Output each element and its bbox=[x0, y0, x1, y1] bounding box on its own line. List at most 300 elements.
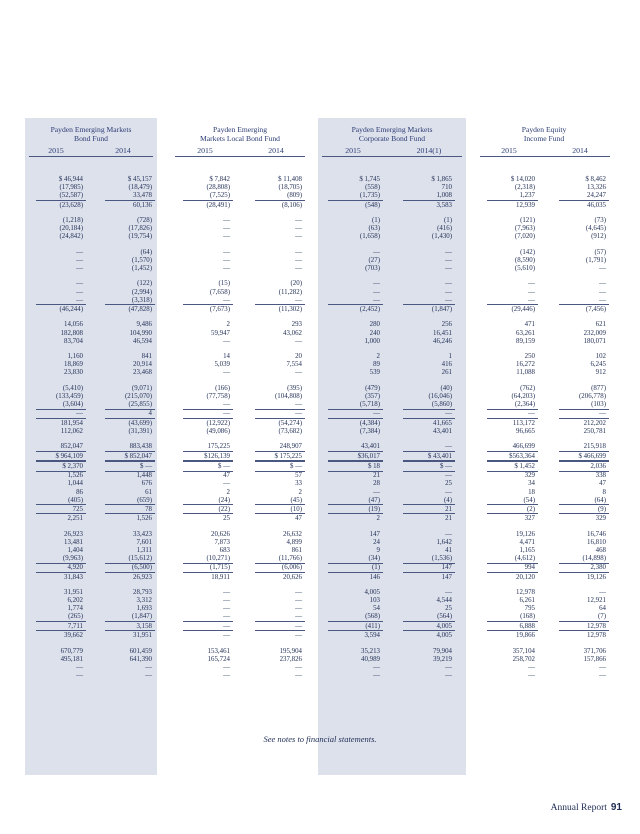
table-cell: 338 bbox=[595, 472, 606, 480]
table-cell: (18,705) bbox=[278, 184, 302, 192]
table-cell: 1,008 bbox=[436, 192, 452, 200]
table-cell: 8 bbox=[602, 488, 606, 496]
table-cell: $ 1,745 bbox=[359, 176, 380, 183]
table-cell: (20,184) bbox=[59, 225, 83, 233]
table-cell: 14 bbox=[223, 353, 230, 361]
table-cell: — bbox=[528, 663, 535, 671]
total-double-rule bbox=[183, 460, 233, 462]
table-cell: 6,888 bbox=[519, 622, 535, 630]
table-cell: (395) bbox=[287, 384, 302, 392]
table-cell: — bbox=[599, 288, 606, 296]
table-cell: — bbox=[599, 410, 606, 418]
table-cell: — bbox=[223, 369, 230, 377]
table-cell: 3,312 bbox=[136, 597, 152, 605]
table-cell: — bbox=[223, 233, 230, 241]
table-cell: $ 14,020 bbox=[510, 176, 535, 183]
table-cell: (17,826) bbox=[128, 225, 152, 233]
table-cell: 181,954 bbox=[60, 419, 83, 427]
table-cell: 19,126 bbox=[516, 530, 535, 538]
table-cell: 2,251 bbox=[67, 515, 83, 523]
table-cell: (912) bbox=[591, 233, 606, 241]
table-cell: 104,990 bbox=[129, 329, 152, 337]
table-cell: (7,384) bbox=[359, 427, 380, 435]
table-cell: 20 bbox=[295, 353, 302, 361]
table-cell: (28,808) bbox=[206, 184, 230, 192]
table-cell: 35,213 bbox=[361, 647, 380, 655]
table-cell: — bbox=[145, 671, 152, 679]
table-cell: 468 bbox=[595, 546, 606, 554]
table-cell: 12,978 bbox=[587, 622, 606, 630]
table-cell: 280 bbox=[369, 321, 380, 329]
table-cell: (9,071) bbox=[131, 384, 152, 392]
table-cell: 2 bbox=[226, 321, 230, 329]
table-cell: 20,626 bbox=[283, 573, 302, 581]
table-cell: 26,923 bbox=[64, 530, 83, 538]
table-cell: (19) bbox=[368, 505, 380, 513]
table-cell: (4,612) bbox=[514, 555, 535, 562]
table-cell: 1,404 bbox=[67, 546, 83, 554]
table-cell: — bbox=[445, 488, 452, 496]
table-cell: (166) bbox=[215, 384, 230, 392]
table-cell: 1,044 bbox=[67, 480, 83, 488]
table-cell: 1,526 bbox=[136, 515, 152, 523]
table-cell: 2 bbox=[376, 353, 380, 361]
table-cell: 46,035 bbox=[587, 201, 606, 209]
table-cell: (8,590) bbox=[514, 256, 535, 264]
table-cell: (659) bbox=[137, 496, 152, 504]
table-cell: — bbox=[599, 671, 606, 679]
table-cell: (9,963) bbox=[62, 555, 83, 562]
table-cell: (20) bbox=[290, 280, 302, 288]
table-cell: 357,104 bbox=[512, 647, 535, 655]
table-cell: 153,461 bbox=[207, 647, 230, 655]
table-cell: 861 bbox=[291, 546, 302, 554]
table-cell: — bbox=[445, 280, 452, 288]
table-cell: (564) bbox=[437, 613, 452, 621]
table-cell: (5,410) bbox=[62, 384, 83, 392]
table-cell: — bbox=[295, 369, 302, 377]
table-cell: 47 bbox=[599, 480, 606, 488]
table-cell: (3,318) bbox=[131, 296, 152, 304]
table-cell: — bbox=[295, 225, 302, 233]
table-cell: 96,665 bbox=[516, 427, 535, 435]
table-cell: $ — bbox=[439, 463, 452, 470]
table-cell: (5,610) bbox=[514, 264, 535, 272]
table-cell: 18 bbox=[528, 488, 535, 496]
table-cell: 1,774 bbox=[67, 605, 83, 613]
table-cell: 89 bbox=[373, 361, 380, 369]
footnote: See notes to financial statements. bbox=[263, 734, 377, 744]
table-cell: (25,855) bbox=[128, 401, 152, 408]
table-cell: 21 bbox=[445, 505, 452, 513]
table-cell: — bbox=[528, 288, 535, 296]
table-cell: (2,364) bbox=[514, 401, 535, 408]
table-cell: 2,036 bbox=[590, 463, 606, 470]
table-cell: 841 bbox=[141, 353, 152, 361]
table-cell: 33,478 bbox=[133, 192, 152, 200]
table-cell: — bbox=[599, 280, 606, 288]
table-cell: 31,843 bbox=[64, 573, 83, 581]
table-cell: — bbox=[223, 663, 230, 671]
table-cell: $ 2,370 bbox=[62, 463, 83, 470]
table-cell: 41,665 bbox=[433, 419, 452, 427]
table-cell: 43,062 bbox=[283, 329, 302, 337]
table-cell: (206,778) bbox=[579, 392, 606, 400]
table-cell: (31,391) bbox=[128, 427, 152, 435]
table-cell: — bbox=[445, 530, 452, 538]
table-cell: 165,724 bbox=[207, 655, 230, 663]
total-double-rule bbox=[487, 460, 538, 462]
table-cell: (1,658) bbox=[359, 233, 380, 241]
year-underline bbox=[29, 156, 153, 157]
table-cell: (11,766) bbox=[278, 555, 302, 562]
table-cell: 43,401 bbox=[433, 427, 452, 435]
table-cell: — bbox=[223, 264, 230, 272]
table-cell: 33 bbox=[295, 480, 302, 488]
table-cell: (23,628) bbox=[59, 201, 83, 209]
table-cell: 47 bbox=[295, 515, 302, 523]
table-cell: 12,939 bbox=[516, 201, 535, 209]
table-cell: 146 bbox=[369, 573, 380, 581]
table-cell: $ 43,401 bbox=[427, 452, 452, 460]
table-cell: 1,448 bbox=[136, 472, 152, 480]
table-cell: (7,673) bbox=[209, 305, 230, 313]
table-cell: (121) bbox=[520, 217, 535, 224]
table-cell: — bbox=[76, 264, 83, 272]
table-cell: 7,711 bbox=[67, 622, 83, 630]
table-cell: (1,735) bbox=[359, 192, 380, 200]
year-underline bbox=[480, 156, 610, 157]
table-cell: 1,165 bbox=[519, 546, 535, 554]
table-cell: (416) bbox=[437, 225, 452, 233]
table-cell: 258,702 bbox=[512, 655, 535, 663]
table-cell: — bbox=[76, 248, 83, 256]
table-cell: (1) bbox=[371, 564, 380, 572]
table-cell: (54) bbox=[523, 496, 535, 504]
table-cell: 78 bbox=[145, 505, 152, 513]
table-cell: 371,706 bbox=[583, 647, 606, 655]
year-label: 2014 bbox=[268, 146, 284, 155]
table-cell: — bbox=[295, 613, 302, 621]
table-cell: — bbox=[528, 671, 535, 679]
table-cell: (1,218) bbox=[62, 217, 83, 224]
table-cell: 43,401 bbox=[361, 443, 380, 451]
table-cell: 64 bbox=[599, 605, 606, 613]
table-cell: $ 11,408 bbox=[278, 176, 302, 183]
table-cell: (22) bbox=[218, 505, 230, 513]
table-cell: — bbox=[223, 632, 230, 639]
table-cell: (168) bbox=[520, 613, 535, 621]
table-cell: (809) bbox=[287, 192, 302, 200]
table-cell: 39,219 bbox=[433, 655, 452, 663]
table-cell: (2) bbox=[526, 505, 535, 513]
table-cell: (411) bbox=[365, 622, 380, 630]
table-cell: (1) bbox=[371, 217, 380, 224]
table-cell: 725 bbox=[72, 505, 83, 513]
table-cell: (7,456) bbox=[585, 305, 606, 313]
table-cell: (548) bbox=[365, 201, 380, 209]
table-cell: (34) bbox=[368, 555, 380, 562]
table-cell: 57 bbox=[295, 472, 302, 480]
table-cell: — bbox=[223, 671, 230, 679]
table-cell: 212,202 bbox=[583, 419, 606, 427]
table-cell: (1,791) bbox=[585, 256, 606, 264]
table-cell: 4 bbox=[148, 410, 152, 418]
table-cell: — bbox=[223, 589, 230, 597]
table-cell: 86 bbox=[76, 488, 83, 496]
table-cell: 79,904 bbox=[433, 647, 452, 655]
table-cell: (47) bbox=[368, 496, 380, 504]
table-cell: (52,587) bbox=[59, 192, 83, 200]
table-cell: 4,005 bbox=[364, 589, 380, 597]
table-cell: — bbox=[76, 256, 83, 264]
table-cell: 147 bbox=[441, 564, 452, 572]
table-cell: (215,070) bbox=[125, 392, 152, 400]
table-cell: $ 964,109 bbox=[55, 452, 83, 460]
table-cell: — bbox=[223, 217, 230, 224]
table-cell: $ — bbox=[139, 463, 152, 470]
table-cell: — bbox=[223, 480, 230, 488]
table-cell: (1,847) bbox=[431, 305, 452, 313]
table-cell: (73,682) bbox=[278, 427, 302, 435]
table-cell: $ 8,462 bbox=[585, 176, 606, 183]
table-cell: 112,062 bbox=[60, 427, 83, 435]
table-cell: — bbox=[528, 280, 535, 288]
table-cell: — bbox=[445, 264, 452, 272]
table-cell: $ 46,944 bbox=[58, 176, 83, 183]
table-cell: $36,017 bbox=[357, 452, 380, 460]
table-cell: (10) bbox=[290, 505, 302, 513]
table-cell: 23,830 bbox=[64, 369, 83, 377]
table-cell: (1,847) bbox=[131, 613, 152, 621]
table-cell: — bbox=[528, 410, 535, 418]
table-cell: 33,423 bbox=[133, 530, 152, 538]
table-cell: (46,244) bbox=[59, 305, 83, 313]
table-cell: 63,261 bbox=[516, 329, 535, 337]
table-cell: 25 bbox=[223, 515, 230, 523]
table-cell: — bbox=[76, 280, 83, 288]
table-cell: 26,632 bbox=[283, 530, 302, 538]
table-cell: 11,088 bbox=[516, 369, 535, 377]
table-cell: 883,438 bbox=[129, 443, 152, 451]
table-cell: 795 bbox=[524, 605, 535, 613]
table-cell: 215,918 bbox=[583, 443, 606, 451]
table-cell: 261 bbox=[441, 369, 452, 377]
table-cell: 6,261 bbox=[519, 597, 535, 605]
table-cell: — bbox=[145, 663, 152, 671]
table-cell: — bbox=[223, 597, 230, 605]
table-cell: — bbox=[295, 663, 302, 671]
table-cell: (479) bbox=[365, 384, 380, 392]
table-cell: 59,947 bbox=[211, 329, 230, 337]
table-cell: — bbox=[295, 589, 302, 597]
table-cell: 1,000 bbox=[364, 337, 380, 345]
table-cell: (405) bbox=[68, 496, 83, 504]
table-cell: 1,237 bbox=[519, 192, 535, 200]
table-cell: — bbox=[223, 296, 230, 304]
table-cell: (6,006) bbox=[281, 564, 302, 572]
table-cell: $ 852,047 bbox=[124, 452, 152, 460]
table-cell: — bbox=[223, 248, 230, 256]
table-cell: 539 bbox=[369, 369, 380, 377]
year-label: 2015 bbox=[501, 146, 517, 155]
total-double-rule bbox=[328, 460, 383, 462]
table-cell: 7,601 bbox=[136, 538, 152, 546]
table-cell: 416 bbox=[441, 361, 452, 369]
table-cell: (14,898) bbox=[582, 555, 606, 562]
table-cell: 329 bbox=[524, 472, 535, 480]
header-emerging-markets-local-bond-fund: Payden Emerging Markets Local Bond Fund bbox=[200, 125, 280, 143]
table-cell: $ — bbox=[217, 463, 230, 470]
table-cell: 237,826 bbox=[279, 655, 302, 663]
table-cell: 46,246 bbox=[433, 337, 452, 345]
table-cell: 54 bbox=[373, 605, 380, 613]
table-cell: $ 1,865 bbox=[431, 176, 452, 183]
table-cell: $563,364 bbox=[509, 452, 535, 460]
table-cell: (64) bbox=[140, 248, 152, 256]
table-cell: (2,452) bbox=[359, 305, 380, 313]
table-cell: 195,904 bbox=[279, 647, 302, 655]
table-cell: — bbox=[295, 622, 302, 630]
footer-label: Annual Report bbox=[550, 803, 607, 813]
table-cell: (1,570) bbox=[131, 256, 152, 264]
table-cell: — bbox=[445, 288, 452, 296]
table-cell: 147 bbox=[369, 530, 380, 538]
table-cell: 102 bbox=[595, 353, 606, 361]
table-cell: 31,951 bbox=[133, 632, 152, 639]
table-cell: 621 bbox=[595, 321, 606, 329]
table-cell: (40) bbox=[440, 384, 452, 392]
table-cell: 61 bbox=[145, 488, 152, 496]
table-cell: 9,486 bbox=[136, 321, 152, 329]
table-cell: — bbox=[223, 256, 230, 264]
table-cell: (103) bbox=[591, 401, 606, 408]
table-cell: (15,612) bbox=[128, 555, 152, 562]
table-cell: 28,793 bbox=[133, 589, 152, 597]
table-cell: 4,005 bbox=[436, 632, 452, 639]
table-cell: 60,136 bbox=[133, 201, 152, 209]
table-cell: 175,225 bbox=[207, 443, 230, 451]
table-cell: (762) bbox=[520, 384, 535, 392]
table-cell: 293 bbox=[291, 321, 302, 329]
table-cell: 256 bbox=[441, 321, 452, 329]
table-cell: 180,071 bbox=[583, 337, 606, 345]
table-cell: 250 bbox=[524, 353, 535, 361]
table-cell: 1,160 bbox=[67, 353, 83, 361]
table-cell: 25 bbox=[445, 480, 452, 488]
table-cell: — bbox=[295, 296, 302, 304]
table-cell: — bbox=[599, 296, 606, 304]
year-label: 2014(1) bbox=[416, 146, 442, 155]
header-emerging-markets-bond-fund: Payden Emerging Markets Bond Fund bbox=[50, 125, 132, 143]
table-cell: (7,020) bbox=[514, 233, 535, 241]
table-cell: (104,808) bbox=[275, 392, 302, 400]
table-cell: — bbox=[373, 671, 380, 679]
table-cell: (8,106) bbox=[281, 201, 302, 209]
table-cell: 16,810 bbox=[587, 538, 606, 546]
table-cell: — bbox=[295, 217, 302, 224]
table-cell: (27) bbox=[368, 256, 380, 264]
table-cell: 34 bbox=[528, 480, 535, 488]
table-cell: 1,693 bbox=[136, 605, 152, 613]
table-cell: 39,662 bbox=[64, 632, 83, 639]
table-cell: (728) bbox=[137, 217, 152, 224]
table-cell: (15) bbox=[218, 280, 230, 288]
table-cell: (12,922) bbox=[206, 419, 230, 427]
table-cell: 19,126 bbox=[587, 573, 606, 581]
table-cell: — bbox=[445, 410, 452, 418]
table-cell: (1,536) bbox=[431, 555, 452, 562]
table-cell: 4,920 bbox=[67, 564, 83, 572]
table-cell: 2 bbox=[376, 515, 380, 523]
table-cell: (142) bbox=[520, 248, 535, 256]
table-cell: 16,272 bbox=[516, 361, 535, 369]
table-cell: $ 466,699 bbox=[578, 452, 606, 460]
table-cell: 1 bbox=[448, 353, 452, 361]
table-cell: 20,120 bbox=[516, 573, 535, 581]
table-cell: (64) bbox=[594, 496, 606, 504]
table-cell: 329 bbox=[595, 515, 606, 523]
table-cell: — bbox=[76, 288, 83, 296]
table-cell: — bbox=[295, 410, 302, 418]
table-cell: — bbox=[295, 605, 302, 613]
table-cell: (7) bbox=[597, 613, 606, 621]
table-cell: — bbox=[295, 233, 302, 241]
table-cell: 3,158 bbox=[136, 622, 152, 630]
table-cell: — bbox=[373, 488, 380, 496]
table-cell: — bbox=[599, 589, 606, 597]
table-cell: (28,491) bbox=[206, 201, 230, 209]
table-cell: 12,921 bbox=[587, 597, 606, 605]
table-cell: — bbox=[373, 280, 380, 288]
table-cell: 1,526 bbox=[67, 472, 83, 480]
table-cell: (73) bbox=[594, 217, 606, 224]
table-cell: 2,380 bbox=[590, 564, 606, 572]
table-cell: 327 bbox=[524, 515, 535, 523]
table-cell: — bbox=[599, 264, 606, 272]
table-cell: 240 bbox=[369, 329, 380, 337]
table-cell: (7,658) bbox=[209, 288, 230, 296]
table-cell: 1,311 bbox=[136, 546, 152, 554]
table-cell: (11,282) bbox=[278, 288, 302, 296]
table-cell: (265) bbox=[68, 613, 83, 621]
table-cell: (17,985) bbox=[59, 184, 83, 192]
table-cell: (29,446) bbox=[511, 305, 535, 313]
table-cell: 24,247 bbox=[587, 192, 606, 200]
table-cell: (16,046) bbox=[428, 392, 452, 400]
table-cell: (11,302) bbox=[278, 305, 302, 313]
table-cell: (19,754) bbox=[128, 233, 152, 241]
table-cell: (1,430) bbox=[431, 233, 452, 241]
table-cell: 89,159 bbox=[516, 337, 535, 345]
table-cell: (877) bbox=[591, 384, 606, 392]
table-cell: 994 bbox=[524, 564, 535, 572]
table-cell: 4,471 bbox=[519, 538, 535, 546]
table-cell: 83,704 bbox=[64, 337, 83, 345]
table-cell: $ — bbox=[289, 463, 302, 470]
table-cell: 103 bbox=[369, 597, 380, 605]
table-cell: (703) bbox=[365, 264, 380, 272]
table-cell: (47,828) bbox=[128, 305, 152, 313]
table-cell: (4,645) bbox=[585, 225, 606, 233]
table-cell: — bbox=[295, 671, 302, 679]
table-cell: (1,452) bbox=[131, 264, 152, 272]
table-cell: (49,086) bbox=[206, 427, 230, 435]
table-cell: — bbox=[373, 296, 380, 304]
table-cell: 466,699 bbox=[512, 443, 535, 451]
table-cell: 1,642 bbox=[436, 538, 452, 546]
table-cell: (63) bbox=[368, 225, 380, 233]
